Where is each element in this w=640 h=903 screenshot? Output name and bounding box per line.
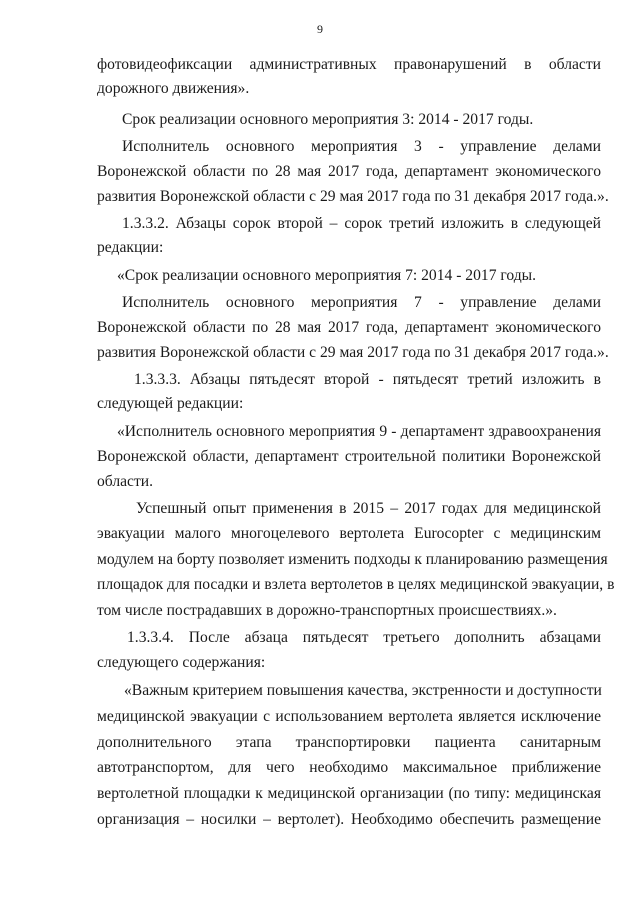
- text-line: фотовидеофиксации административных правонарушений в области: [97, 56, 601, 73]
- text-line: следующего содержания:: [97, 654, 266, 671]
- text-line: Воронежской области по 28 мая 2017 года, департамент экономического: [97, 163, 601, 180]
- text-line: Воронежской области, департамент строительной политики Воронежской: [97, 448, 601, 465]
- text-line: площадок для посадки и взлета вертолетов в целях медицинской эвакуации, в: [97, 576, 615, 593]
- text-line: развития Воронежской области с 29 мая 2017 года по 31 декабря 2017 года.».: [97, 188, 609, 205]
- text-line: 1.3.3.3. Абзацы пятьдесят второй - пятьдесят третий изложить в: [134, 371, 601, 388]
- page-number: 9: [317, 22, 323, 36]
- text-line: 1.3.3.2. Абзацы сорок второй – сорок третий изложить в следующей: [122, 215, 601, 232]
- text-line: «Срок реализации основного мероприятия 7: 2014 - 2017 годы.: [117, 267, 537, 284]
- text-line: «Исполнитель основного мероприятия 9 - департамент здравоохранения: [117, 423, 601, 440]
- text-line: 1.3.3.4. После абзаца пятьдесят третьего дополнить абзацами: [127, 629, 601, 646]
- text-line: Исполнитель основного мероприятия 7 - управление делами: [122, 294, 601, 311]
- text-line: эвакуации малого многоцелевого вертолета Eurocopter с медицинским: [97, 525, 601, 542]
- text-line: Успешный опыт применения в 2015 – 2017 годах для медицинской: [136, 500, 601, 517]
- text-line: том числе пострадавших в дорожно-транспортных происшествиях.».: [97, 602, 557, 619]
- text-line: дополнительного этапа транспортировки пациента санитарным: [97, 734, 601, 751]
- text-line: организация – носилки – вертолет). Необходимо обеспечить размещение: [97, 811, 601, 828]
- text-line: Воронежской области по 28 мая 2017 года, департамент экономического: [97, 319, 601, 336]
- text-line: области.: [97, 473, 154, 490]
- text-line: «Важным критерием повышения качества, экстренности и доступности: [124, 682, 602, 699]
- text-line: автотранспортом, для чего необходимо максимальное приближение: [97, 759, 601, 776]
- text-line: редакции:: [97, 239, 164, 256]
- text-line: дорожного движения».: [97, 80, 250, 97]
- text-line: Исполнитель основного мероприятия 3 - управление делами: [122, 138, 601, 155]
- text-line: Срок реализации основного мероприятия 3: 2014 - 2017 годы.: [122, 111, 534, 128]
- text-line: медицинской эвакуации с использованием вертолета является исключение: [97, 708, 601, 725]
- text-line: следующей редакции:: [97, 395, 244, 412]
- text-line: вертолетной площадки к медицинской организации (по типу: медицинская: [97, 785, 601, 802]
- text-line: модулем на борту позволяет изменить подходы к планированию размещения: [97, 551, 608, 568]
- text-line: развития Воронежской области с 29 мая 2017 года по 31 декабря 2017 года.».: [97, 344, 609, 361]
